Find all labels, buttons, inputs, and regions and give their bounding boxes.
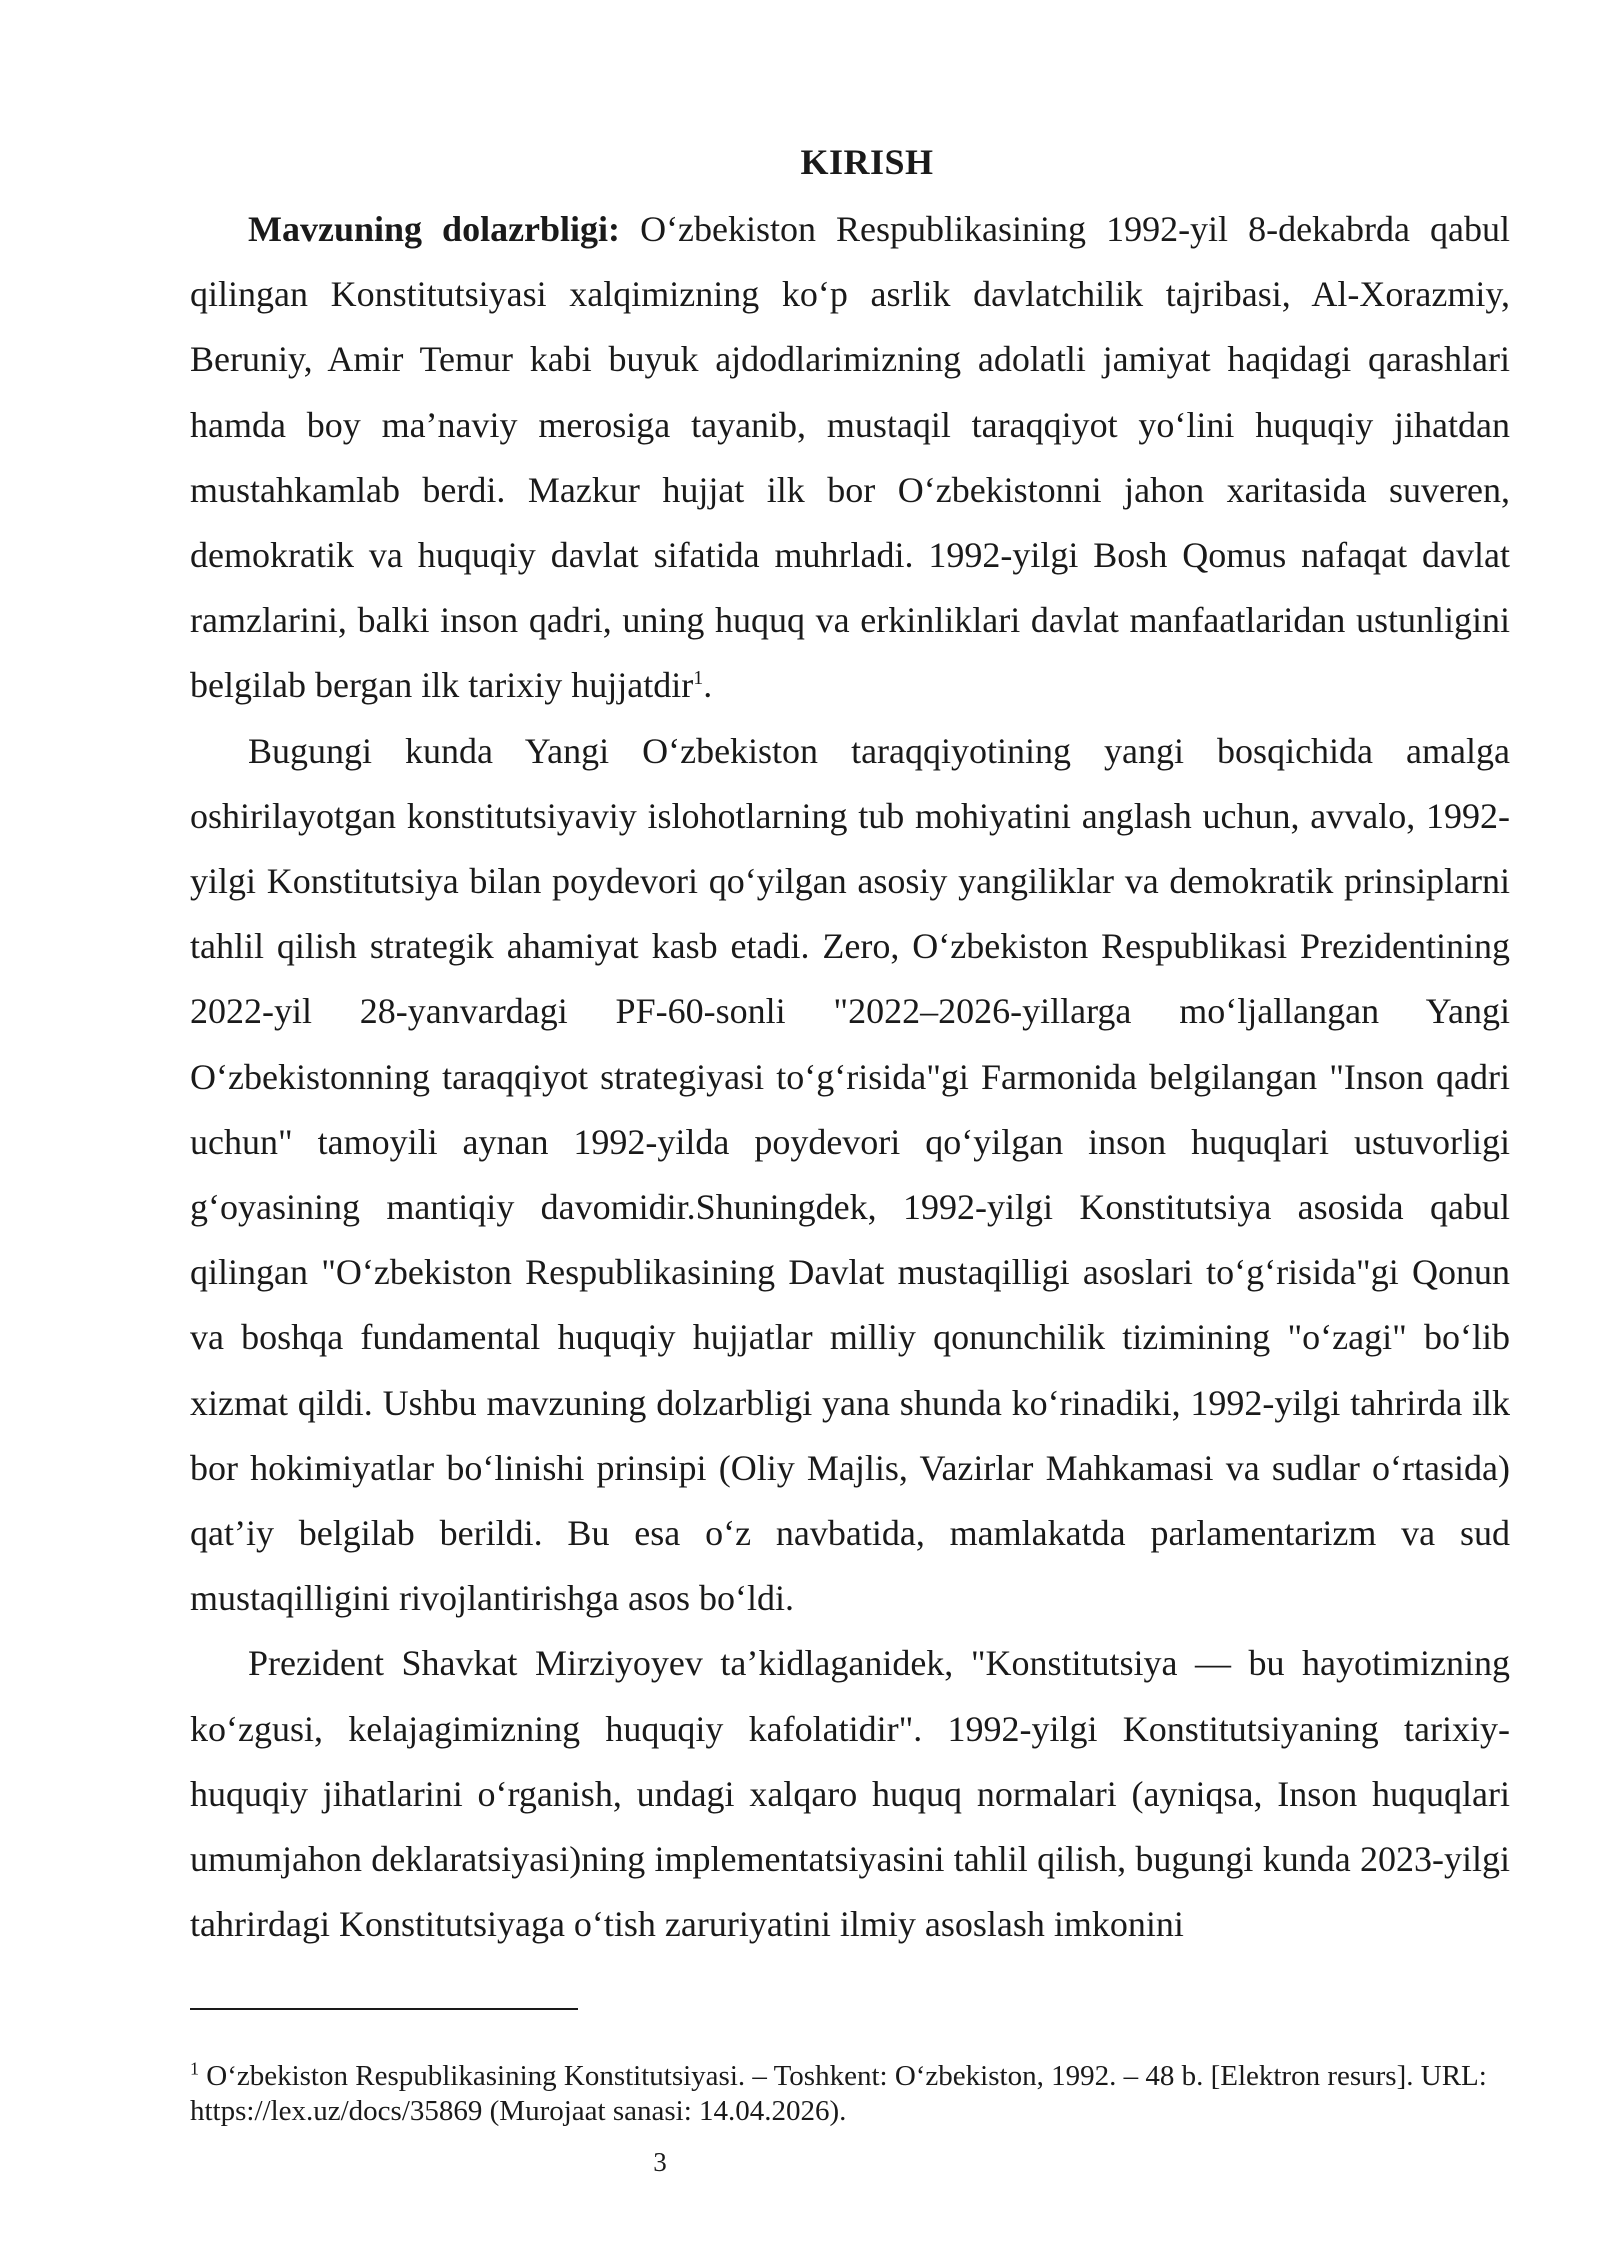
footnote-marker: 1 (190, 2058, 199, 2079)
footnote-separator (190, 2008, 578, 2010)
paragraph-text-end: . (703, 665, 713, 706)
paragraph-reforms: Bugungi kunda Yangi O‘zbekiston taraqqiyotining yangi bosqichida amalga oshirilayotgan konstitutsiyaviy islohotlarning tub mohiyatini anglash uchun, avvalo, 1992-yilgi Konstitutsiya bilan poydevori qo‘yilgan asosiy yangiliklar va demokratik prinsiplarni tahlil qilish strategik ahamiyat kasb etadi. Zero, O‘zbekiston Respublikasi Prezidentining 2022-yil 28-yanvardagi PF-60-sonli "2022–2026-yillarga mo‘ljallangan Yangi O‘zbekistonning taraqqiyot strategiyasi to‘g‘risida"gi Farmonida belgilangan "Inson qadri uchun" tamoyili aynan 1992-yilda poydevori qo‘yilgan inson huquqlari ustuvorligi g‘oyasining mantiqiy davomidir.Shuningdek, 1992-yilgi Konstitutsiya asosida qabul qilingan "O‘zbekiston Respublikasining Davlat mustaqilligi asoslari to‘g‘risida"gi Qonun va boshqa fundamental huquqiy hujjatlar milliy qonunchilik tizimining "o‘zagi" bo‘lib xizmat qildi. Ushbu mavzuning dolzarbligi yana shunda ko‘rinadiki, 1992-yilgi tahrirda ilk bor hokimiyatlar bo‘linishi prinsipi (Oliy Majlis, Vazirlar Mahkamasi va sudlar o‘rtasida) qat’iy belgilab berildi. Bu esa o‘z navbatida, mamlakatda parlamentarizm va sud mustaqilligini rivojlantirishga asos bo‘ldi. (190, 730, 1510, 1619)
footnote-text: O‘zbekiston Respublikasining Konstitutsiyasi. – Toshkent: O‘zbekiston, 1992. – 48 b. [Elektron resurs]. URL: https://lex.uz/docs/35869 (Murojaat sanasi: 14.04.2026). (190, 2060, 1487, 2127)
page-heading: KIRISH (800, 142, 934, 182)
paragraph-president-quote: Prezident Shavkat Mirziyoyev ta’kidlaganidek, "Konstitutsiya — bu hayotimizning ko‘zgusi, kelajagimizning huquqiy kafolatidir". 1992-yilgi Konstitutsiyaning tarixiy-huquqiy jihatlarini o‘rganish, undagi xalqaro huquq normalari (ayniqsa, Inson huquqlari umumjahon deklaratsiyasi)ning implementatsiyasini tahlil qilish, bugungi kunda 2023-yilgi tahrirdagi Konstitutsiyaga o‘tish zaruriyatini ilmiy asoslash imkonini (190, 1643, 1510, 1945)
paragraph-text: O‘zbekiston Respublikasining 1992-yil 8-dekabrda qabul qilingan Konstitutsiyasi xalqimizning ko‘p asrlik davlatchilik tajribasi, Al-Xorazmiy, Beruniy, Amir Temur kabi buyuk ajdodlarimizning adolatli jamiyat haqidagi qarashlari hamda boy ma’naviy merosiga tayanib, mustaqil taraqqiyot yo‘lini huquqiy jihatdan mustahkamlab berdi. Mazkur hujjat ilk bor O‘zbekistonni jahon xaritasida suveren, demokratik va huquqiy davlat sifatida muhrladi. 1992-yilgi Bosh Qomus nafaqat davlat ramzlarini, balki inson qadri, uning huquq va erkinliklari davlat manfaatlaridan ustunligini belgilab bergan ilk tarixiy hujjatdir (190, 209, 1510, 706)
paragraph-lead: Mavzuning dolazrbligi: (248, 209, 621, 249)
paragraph-relevance (190, 197, 1510, 719)
body-text (190, 197, 1510, 1957)
footnote (190, 2059, 1510, 2129)
footnote-reference[interactable]: 1 (693, 667, 704, 690)
page-number: 3 (653, 2147, 667, 2177)
